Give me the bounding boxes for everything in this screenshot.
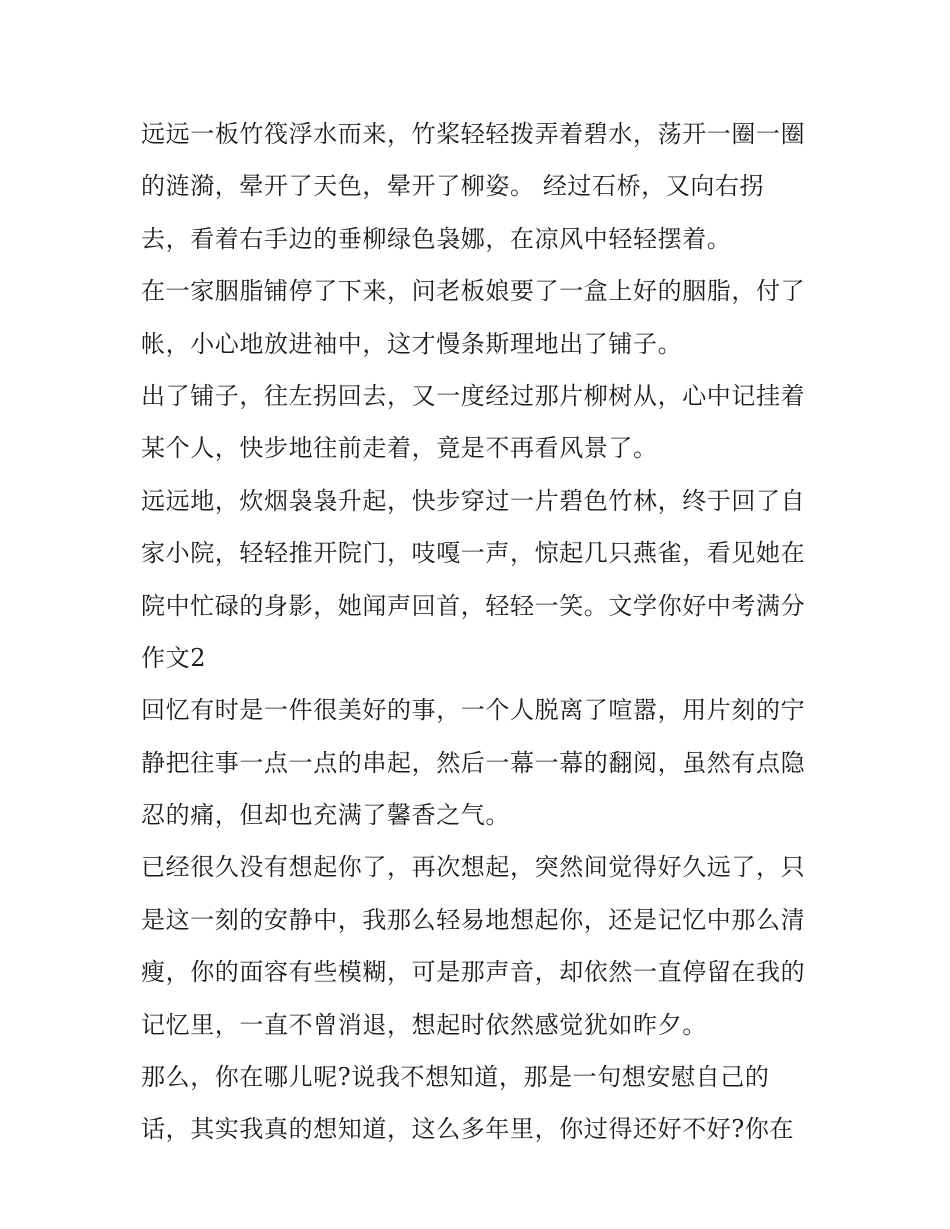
text-line: 某个人，快步地往前走着，竟是不再看风景了。 [141, 434, 658, 463]
text-line: 帐，小心地放进袖中，这才慢条斯理地出了铺子。 [141, 329, 683, 358]
text-line: 出了铺子，往左拐回去，又一度经过那片柳树从，心中记挂着 [141, 381, 806, 410]
text-line: 回忆有时是一件很美好的事，一个人脱离了喧嚣，用片刻的宁 [141, 696, 806, 725]
text-line: 瘦，你的面容有些模糊，可是那声音，却依然一直停留在我的 [141, 958, 806, 987]
text-line: 话，其实我真的想知道，这么多年里，你过得还好不好?你在 [141, 1115, 795, 1144]
text-line: 静把往事一点一点的串起，然后一幕一幕的翻阅，虽然有点隐 [141, 748, 806, 777]
heading-line: 作文2 [141, 643, 207, 672]
text-line: 去，看着右手边的垂柳绿色袅娜，在凉风中轻轻摆着。 [141, 224, 732, 253]
text-line: 已经很久没有想起你了，再次想起，突然间觉得好久远了，只 [141, 853, 806, 882]
text-line: 远远地，炊烟袅袅升起，快步穿过一片碧色竹林，终于回了自 [141, 486, 806, 515]
text-line: 那么，你在哪儿呢?说我不想知道，那是一句想安慰自己的 [141, 1063, 770, 1092]
text-line: 远远一板竹筏浮水而来，竹桨轻轻拨弄着碧水，荡开一圈一圈 [141, 120, 806, 148]
text-line: 忍的痛，但却也充满了馨香之气。 [141, 801, 510, 830]
text-line: 家小院，轻轻推开院门，吱嘎一声，惊起几只燕雀，看见她在 [141, 539, 806, 568]
text-line: 记忆里，一直不曾消退，想起时依然感觉犹如昨夕。 [141, 1010, 707, 1039]
text-line: 的涟漪，晕开了天色，晕开了柳姿。 经过石桥，又向右拐 [141, 172, 765, 201]
body-text [141, 108, 816, 1156]
text-line: 在一家胭脂铺停了下来，问老板娘要了一盒上好的胭脂，付了 [141, 277, 806, 306]
text-line: 院中忙碌的身影，她闻声回首，轻轻一笑。文学你好中考满分 [141, 591, 806, 620]
text-line: 是这一刻的安静中，我那么轻易地想起你，还是记忆中那么清 [141, 905, 806, 934]
